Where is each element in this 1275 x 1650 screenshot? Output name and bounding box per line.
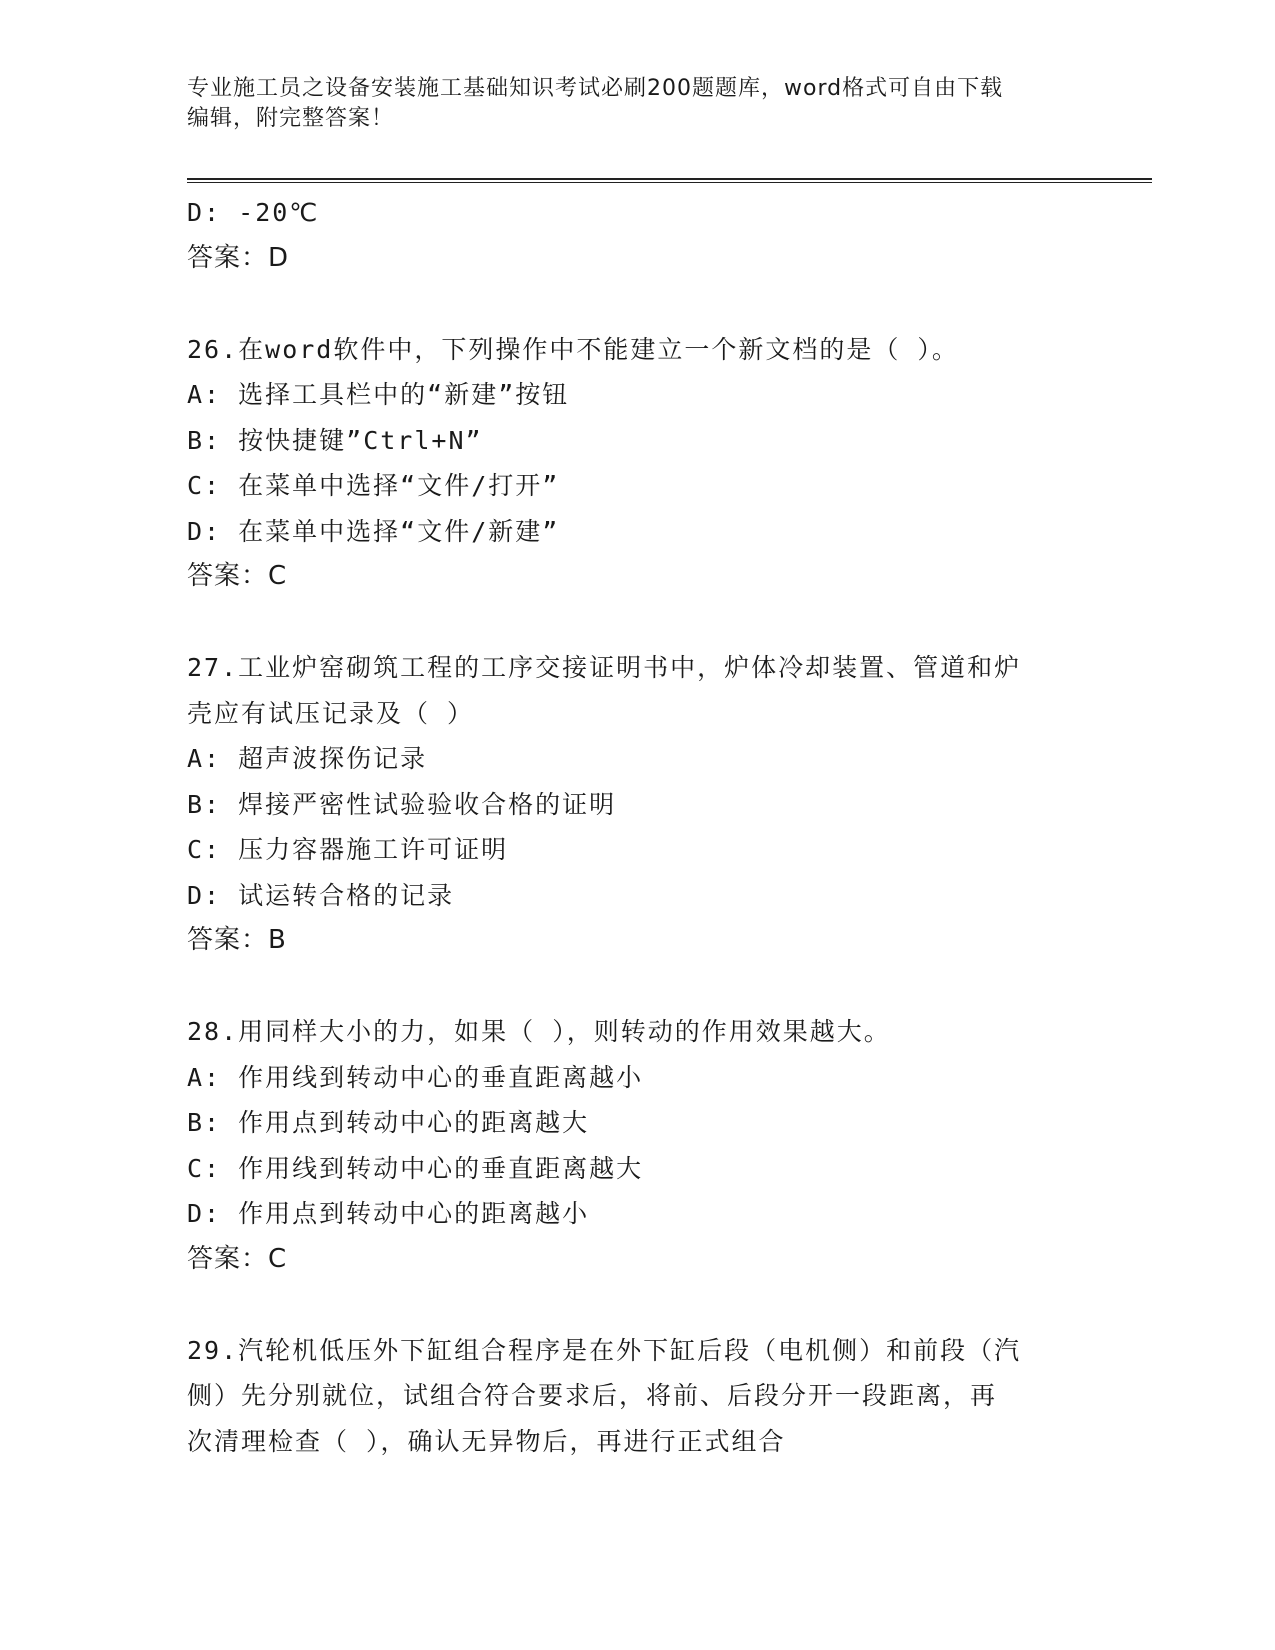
question-29 <box>187 1328 1087 1465</box>
question-stem-continued: 侧）先分别就位，试组合符合要求后，将前、后段分开一段距离，再 <box>187 1381 998 1410</box>
answer: 答案：C <box>187 561 288 591</box>
question-27 <box>187 645 1087 964</box>
spacer <box>187 964 1087 1010</box>
option-a: A: 选择工具栏中的“新建”按钮 <box>187 380 570 409</box>
prev-answer: 答案：D <box>187 242 290 273</box>
option-b: B: 焊接严密性试验验收合格的证明 <box>187 789 617 819</box>
option-b: B: 按快捷键”Ctrl+N” <box>187 425 483 455</box>
option-c: C: 作用线到转动中心的垂直距离越大 <box>187 1153 644 1183</box>
spacer <box>187 281 1087 327</box>
spacer <box>187 1282 1087 1328</box>
question-26 <box>187 327 1087 600</box>
answer: 答案：B <box>187 925 287 955</box>
question-stem-continued: 次清理检查（ ），确认无异物后，再进行正式组合 <box>187 1426 786 1456</box>
option-a: A: 超声波探伤记录 <box>187 744 428 773</box>
option-d: D: 在菜单中选择“文件/新建” <box>187 516 560 546</box>
question-content <box>187 190 1087 1464</box>
question-28 <box>187 1009 1087 1282</box>
header-line-2: 编辑，附完整答案！ <box>187 106 395 131</box>
header-line-1: 专业施工员之设备安装施工基础知识考试必刷200题题库，word格式可自由下载 <box>187 76 1004 101</box>
option-a: A: 作用线到转动中心的垂直距离越小 <box>187 1062 644 1092</box>
spacer <box>187 600 1087 646</box>
option-d: D: 试运转合格的记录 <box>187 880 455 910</box>
option-c: C: 压力容器施工许可证明 <box>187 835 509 864</box>
question-stem-continued: 壳应有试压记录及（ ） <box>187 698 475 728</box>
option-c: C: 在菜单中选择“文件/打开” <box>187 471 560 500</box>
option-b: B: 作用点到转动中心的距离越大 <box>187 1108 590 1137</box>
question-stem: 28.用同样大小的力，如果（ ），则转动的作用效果越大。 <box>187 1017 891 1046</box>
answer: 答案：C <box>187 1243 288 1274</box>
question-stem: 29.汽轮机低压外下缸组合程序是在外下缸后段（电机侧）和前段（汽 <box>187 1335 1022 1365</box>
document-header <box>187 74 1087 134</box>
prev-option-d: D: -20℃ <box>187 198 320 227</box>
question-stem: 27.工业炉窑砌筑工程的工序交接证明书中，炉体冷却装置、管道和炉 <box>187 653 1022 682</box>
question-stem: 26.在word软件中，下列操作中不能建立一个新文档的是（ ）。 <box>187 334 959 364</box>
header-divider <box>187 178 1152 183</box>
option-d: D: 作用点到转动中心的距离越小 <box>187 1199 590 1228</box>
